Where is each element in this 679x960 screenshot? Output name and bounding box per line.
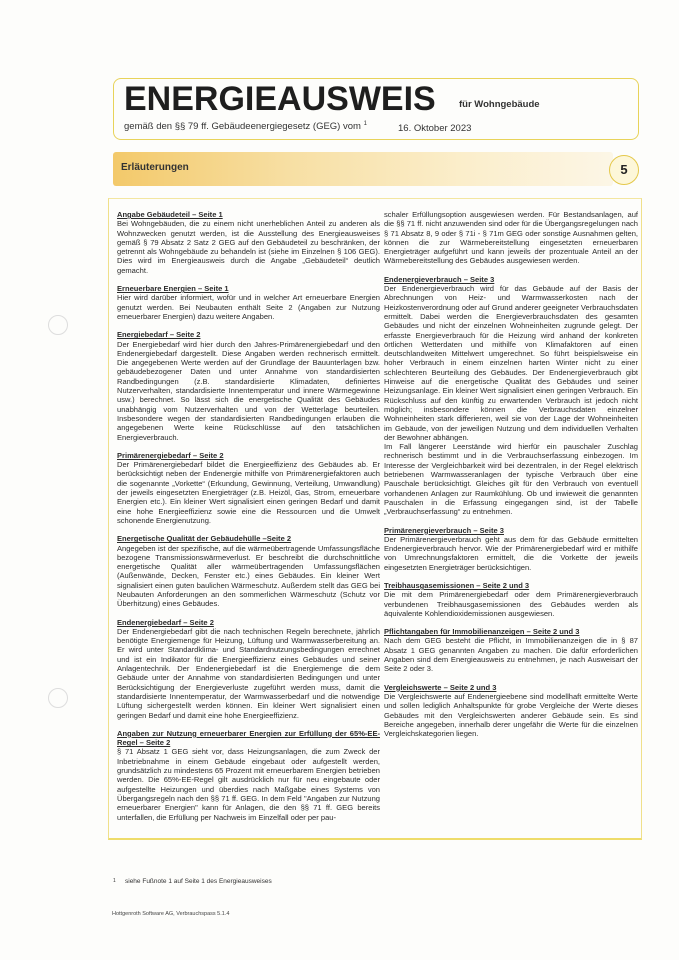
footnote-number: 1 (113, 878, 116, 884)
section-body: § 71 Absatz 1 GEG sieht vor, dass Heizungsanlagen, die zum Zweck der Inbetriebnahme in einem Gebäude eingebaut oder aufgestellt werden, grundsätzlich zu mindestens 65 Prozent mit erneuerbarem Energien betrieben werden. Die 65%-EE-Regel gilt ausdrücklich nur für neu eingebaute oder aufgestellte Heizungen und überdies nach Maßgabe eines Systems von Übergangsregeln nach den §§ 71 ff. GEG. In dem Feld "Angaben zur Nutzung erneuerbarer Energien" kann für Anlagen, die den §§ 71 ff. GEG bereits unterfallen, die Erfüllung per Nachweis im Einzelfall oder per pau- (117, 747, 380, 822)
punch-hole (48, 688, 68, 708)
section-heading: Energiebedarf – Seite 2 (117, 330, 201, 340)
section-heading: Primärenergieverbrauch – Seite 3 (384, 525, 504, 535)
section-body: Der Primärenergieverbrauch geht aus dem für das Gebäude ermittelten Endenergieverbrauch hervor. Wie der Primärenergiebedarf wird er mithilfe von Umrechnungsfaktoren ermittelt, die die Vorkette der jeweils eingesetzten Energieträger berücksichtigen. (384, 534, 638, 572)
section-heading: Energetische Qualität der Gebäudehülle –Seite 2 (117, 534, 292, 544)
explanation-section (117, 330, 380, 442)
section-body: Der Endenergieverbrauch wird für das Gebäude auf der Basis der Abrechnungen von Heiz- und Warmwasserkosten nach der Heizkostenverordnung oder auf Grund anderer geeigneter Verbrauchsdaten ermittelt. Dabei werden die Energieverbrauchsdaten des gesamten Gebäudes und nicht der einzelnen Wohneinheiten zugrunde gelegt. Der erfasste Energieverbrauch für die Heizung wird anhand der konkreten örtlichen Wetterdaten und mithilfe von Klimafaktoren auf einen deutschlandweiten Mittelwert umgerechnet. So führt beispielsweise ein hoher Verbrauch in einem einzelnen harten Winter nicht zu einer schlechteren Beurteilung des Gebäudes. Der Endenergieverbrauch gibt Hinweise auf die energetische Qualität des Gebäudes und seiner Heizungsanlage. Ein kleiner Wert signalisiert einen geringen Verbrauch. Ein Rückschluss auf den künftig zu erwartenden Verbrauch ist jedoch nicht möglich; insbesondere können die Verbrauchsdaten einzelner Wohneinheiten stark differieren, weil sie von der Lage der Wohneinheiten im Gebäude, von der jeweiligen Nutzung und dem individuellen Verhalten der Bewohner abhängen. (384, 284, 638, 442)
explanation-section (117, 618, 380, 720)
explanation-section (117, 210, 380, 275)
legal-basis (124, 121, 367, 132)
explanation-section (117, 729, 380, 822)
explanation-section (384, 275, 638, 517)
explanation-section (117, 284, 380, 321)
section-body: schaler Erfüllungsoption ausgewiesen werden. Für Bestandsanlagen, auf die §§ 71 ff. nicht anzuwenden sind oder für die Übergangsregelungen nach § 71 Absatz 8, 9 oder § 71i - § 71m GEG oder sonstige Ausnahmen gelten, können die zur Wärmebereitstellung eingesetzten erneuerbaren Energieträger aufgeführt und kann jeweils der prozentuale Anteil an der Wärmebereitstellung des Gebäudes ausgewiesen werden. (384, 210, 638, 266)
software-footer: Hottgenroth Software AG, Verbrauchspass 5.1.4 (112, 911, 230, 917)
explanation-section-continued (384, 210, 638, 266)
section-body-2: Im Fall längerer Leerstände wird hierfür ein pauschaler Zuschlag rechnerisch bestimmt und in die Verbrauchserfassung einbezogen. Im Interesse der Vergleichbarkeit wird bei dezentralen, in der Regel elektrisch betriebenen Warmwasseranlagen der typische Verbrauch über eine Pauschale berücksichtigt. Gleiches gilt für den Verbrauch von eventuell vorhandenen Anlagen zur Raumkühlung. Ob und inwieweit die genannten Pauschalen in die Erfassung eingegangen sind, ist der Tabelle „Verbrauchserfassung“ zu entnehmen. (384, 442, 638, 517)
section-body: Nach dem GEG besteht die Pflicht, in Immobilienanzeigen die in § 87 Absatz 1 GEG genannten Angaben zu machen. Die dafür erforderlichen Angaben sind dem Energieausweis zu entnehmen, je nach Ausweisart der Seite 2 oder 3. (384, 636, 638, 674)
footnote-text: siehe Fußnote 1 auf Seite 1 des Energieausweises (125, 878, 272, 885)
building-type: für Wohngebäude (459, 99, 540, 110)
explanation-section (384, 526, 638, 572)
section-title: Erläuterungen (121, 162, 189, 173)
explanation-section (384, 627, 638, 673)
document-header (113, 78, 639, 140)
section-heading: Endenergieverbrauch – Seite 3 (384, 274, 495, 284)
section-body: Die Vergleichswerte auf Endenergieebene sind modellhaft ermittelte Werte und sollen lediglich Anhaltspunkte für grobe Vergleiche der Werte dieses Gebäudes mit den Vergleichswerten anderer Gebäude sein. Es sind Bereiche angegeben, innerhalb derer ungefähr die Werte für die einzelnen Vergleichskategorien liegen. (384, 691, 638, 739)
legal-basis-text: gemäß den §§ 79 ff. Gebäudeenergiegesetz (GEG) vom (124, 121, 361, 132)
section-heading: Angabe Gebäudeteil – Seite 1 (117, 210, 223, 219)
section-heading: Erneuerbare Energien – Seite 1 (117, 284, 229, 294)
left-column (117, 210, 380, 831)
section-body: Hier wird darüber informiert, wofür und in welcher Art erneuerbare Energien genutzt werden. Bei Neubauten enthält Seite 2 (Angaben zur Nutzung erneuerbarer Energien) dazu weitere Angaben. (117, 293, 380, 321)
section-body: Angegeben ist der spezifische, auf die wärmeübertragende Umfassungsfläche bezogene Transmissionswärmeverlust. Er beschreibt die durchschnittliche energetische Qualität aller wärmeübertragenden Umfassungsflächen (Außenwände, Decken, Fenster etc.) eines Gebäudes. Ein kleiner Wert signalisiert einen guten baulichen Wärmeschutz. Außerdem stellt das GEG bei Neubauten Anforderungen an den sommerlichen Wärmeschutz (Schutz vor Überhitzung) eines Gebäudes. (117, 543, 380, 609)
explanation-section (384, 683, 638, 739)
section-body: Die mit dem Primärenergiebedarf oder dem Primärenergieverbrauch verbundenen Treibhausgasemissionen des Gebäudes werden als äquivalente Kohlendioxidemissionen ausgewiesen. (384, 590, 638, 618)
section-body: Der Endenergiebedarf gibt die nach technischen Regeln berechnete, jährlich benötigte Energiemenge für Heizung, Lüftung und Warmwasserbereitung an. Er wird unter Standardklima- und Standardnutzungsbedingungen errechnet und ist ein Indikator für die Energieeffizienz eines Gebäudes und seiner Anlagentechnik. Der Endenergiebedarf ist die Energiemenge die dem Gebäude unter der Annahme von standardisierten Bedingungen und unter Berücksichtigung der Energieverluste zugeführt werden muss, damit die standardisierte Innentemperatur, der Warmwasserbedarf und die notwendige Lüftung sichergestellt werden können. Ein kleiner Wert signalisiert einen geringen Bedarf und damit eine hohe Energieeffizienz. (117, 626, 380, 720)
document-title: ENERGIEAUSWEIS (124, 80, 436, 118)
page-number-badge: 5 (609, 155, 639, 185)
footnote-marker: 1 (363, 120, 367, 127)
right-column (384, 210, 638, 747)
section-heading: Endenergiebedarf – Seite 2 (117, 617, 214, 627)
punch-hole (48, 315, 68, 335)
issue-date: 16. Oktober 2023 (398, 123, 472, 134)
section-body: Der Energiebedarf wird hier durch den Jahres-Primärenergiebedarf und den Endenergiebedarf dargestellt. Diese Angaben werden rechnerisch ermittelt. Die angegebenen Werte werden auf der Grundlage der Bauunterlagen bzw. gebäudebezogener Daten und unter Annahme von standardisierten Randbedingungen (z.B. standardisierte Klimadaten, definiertes Nutzerverhalten, standardisierte Innentemperatur und innere Wärmegewinne usw.) berechnet. So lässt sich die energetische Qualität des Gebäudes unabhängig vom Nutzerverhalten und von der Wetterlage beurteilen. Insbesondere wegen der standardisierten Randbedingungen erlauben die angegebenen Werte keine Rückschlüsse auf den tatsächlichen Energieverbrauch. (117, 339, 380, 442)
section-bar (113, 152, 613, 186)
section-heading: Treibhausgasemissionen – Seite 2 und 3 (384, 580, 530, 590)
section-body: Der Primärenergiebedarf bildet die Energieeffizienz des Gebäudes ab. Er berücksichtigt neben der Endenergie mithilfe von Primärenergiefaktoren auch die sogenannte „Vorkette“ (Erkundung, Gewinnung, Verteilung, Umwandlung) der jeweils eingesetzten Energieträger (z.B. Heizöl, Gas, Strom, erneuerbare Energien etc.). Ein kleiner Wert signalisiert einen geringen Bedarf und damit eine hohe Energieeffizienz sowie eine die Ressourcen und die Umwelt schonende Energienutzung. (117, 460, 380, 525)
section-heading: Angaben zur Nutzung erneuerbarer Energien zur Erfüllung der 65%-EE-Regel – Seite 2 (117, 728, 380, 748)
section-heading: Vergleichswerte – Seite 2 und 3 (384, 682, 497, 692)
section-body: Bei Wohngebäuden, die zu einem nicht unerheblichen Anteil zu anderen als Wohnzwecken genutzt werden, ist die Ausstellung des Energieausweises gemäß § 79 Absatz 2 Satz 2 GEG auf den Gebäudeteil zu beschränken, der getrennt als Wohngebäude zu behandeln ist (siehe im Einzelnen § 106 GEG). Dies wird im Energieausweis durch die Angabe „Gebäudeteil“ deutlich gemacht. (117, 219, 380, 275)
explanation-section (384, 581, 638, 618)
section-heading: Primärenergiebedarf – Seite 2 (117, 450, 224, 460)
explanation-section (117, 451, 380, 525)
explanation-section (117, 534, 380, 608)
section-heading: Pflichtangaben für Immobilienanzeigen – Seite 2 und 3 (384, 627, 580, 637)
footnote (113, 878, 272, 885)
